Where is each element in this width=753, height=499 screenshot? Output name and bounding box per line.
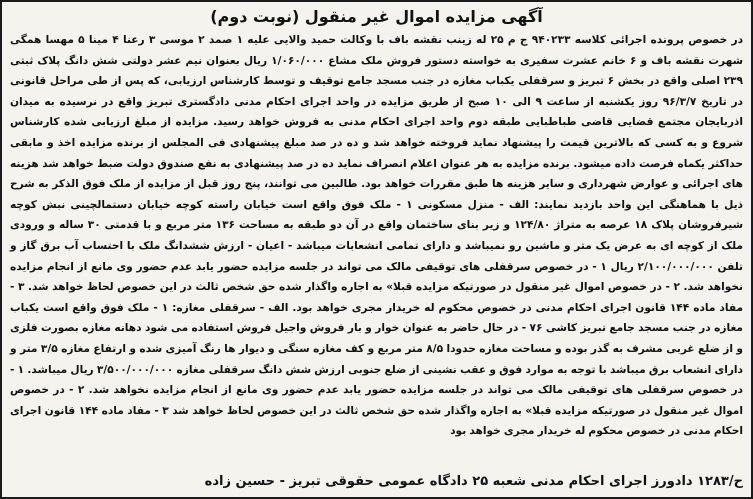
notice-body: در خصوص پرونده اجرائی کلاسه ۹۴۰۲۳۳ ج م ۲۵ له زینب نقشه باف با وکالت حمید والایی علیه ۱ صمد ۲ موسی ۳ رعنا ۴ مینا ۵ مهسا همگی شهرت نقشه باف و ۶ خانم عشرت سفیری به خواسته دستور فروش ملک مشاع ۱/۰۶۰/۰۰۰ ریال بعنوان نیم عشر دولتی شش دانگ پلاک ثبتی ۲۳۹ اصلی واقع در بخش ۶ تبریز و سرقفلی یکباب مغازه در جنب مسجد جامع توقیف و توسط کارشناس ارزیابی، که پس از طی مراحل قانونی در تاریخ ۹۶/۳/۷ روز یکشنبه از ساعت ۹ الی ۱۰ صبح از طریق مزایده در واحد اجرای احکام مدنی دادگستری تبریز واقع در نرسیده به میدان اذربایجان مجتمع قضایی قاضی طباطبایی طبقه دوم واحد اجرای احکام مدنی به فروش خواهد رسید. مزایده از مبلغ ارزیابی شده کارشناس شروع و به کسی که بالاترین قیمت را پیشنهاد نماید فروخته خواهد شد و ده در صد مبلغ پیشنهادی فی المجلس از برنده مزایده اخذ و مابقی حداکثر یکماه فرصت داده میشود. برنده مزایده به هر عنوان اعلام انصراف نماید ده در صد پیشنهادی به نفع صندوق دولت ضبط خواهد شد هزینه های اجرائی و عوارض شهرداری و سایر هزینه ها طبق مقررات خواهد بود. طالبین می توانند، پنج روز قبل از مزایده از ملک فوق الذکر به شرح ذیل با هماهنگی این واحد بازدید نمایند: الف - منزل مسکونی ۱ - ملک فوق واقع است خیابان راسته کوچه خیابان دستمالچینی نبش کوچه شیرفروشان پلاک ۱۸ عرصه به متراژ ۱۲۴/۸۰ و زیر بنای ساختمان واقع در آن دو طبقه به مساحت ۱۳۶ متر مربع و با قدمتی ۳۰ ساله و ورودی ملک از کوچه ای به عرض یک متر و ماشین رو نمیباشد و دارای تمامی انشعابات میباشد - اعیان - ارزش ششدانگ ملک با احتساب آب برق گاز و تلفن ۲/۱۰۰/۰۰۰/۰۰۰ ریال ۱ - در خصوص سرقفلی های توقیفی مالک می تواند در جلسه مزایده حضور یابد عدم حضور وی مانع از انجام مزایده نخواهد شد. ۲ - در خصوص اموال غیر منقول در صورتیکه مزایده قبلا» به اجاره واگذار شده حق شخص ثالث در این خصوص لحاظ خواهد شد. ۳ - مفاد ماده ۱۴۴ قانون اجرای احکام مدنی در خصوص محکوم له خریدار مجری خواهد بود. الف - سرقفلی مغازه: ۱ - ملک فوق واقع است یکباب مغازه در جنب مسجد جامع تبریز کاشی ۷۶ - در حال حاضر به عنوان خوار و بار فروش واجیل فروش استفاده می شود دهانه مغازه بصورت فلزی و از ضلع غربی مشرف به گذر بوده و مساحت مغازه حدودا ۸/۵ متر مربع و کف مغازه سنگی و دیوار ها رنگ آمیزی شده و ارتفاع مغازه ۳/۵ متر و دارای انشعاب برق میباشد با توجه به موارد فوق و عقب نشینی از ضلع جنوبی ارزش شش دانگ سرقفلی مغازه ۳/۵۰۰/۰۰۰/۰۰۰ ریال میباشد. ۱ - در خصوص سرقفلی های توقیفی مالک می تواند در جلسه مزایده حضور یابد عدم حضور وی مانع از انجام مزایده نخواهد شد. ۲ - در خصوص اموال غیر منقول در صورتیکه مزایده قبلا» به اجاره واگذار شده حق شخص ثالث در این خصوص لحاظ خواهد شد ۳ - مفاد ماده ۱۴۴ قانون اجرای احکام مدنی در خصوص محکوم له خریدار مجری خواهد بود xyxy=(10,34,744,438)
notice-title: آگهی مزایده اموال غیر منقول (نوبت دوم) xyxy=(210,7,543,26)
notice-footer-signature: ح/۱۲۸۳ دادورز اجرای احکام مدنی شعبه ۲۵ دادگاه عمومی حقوقی تبریز - حسین زاده xyxy=(204,474,743,489)
